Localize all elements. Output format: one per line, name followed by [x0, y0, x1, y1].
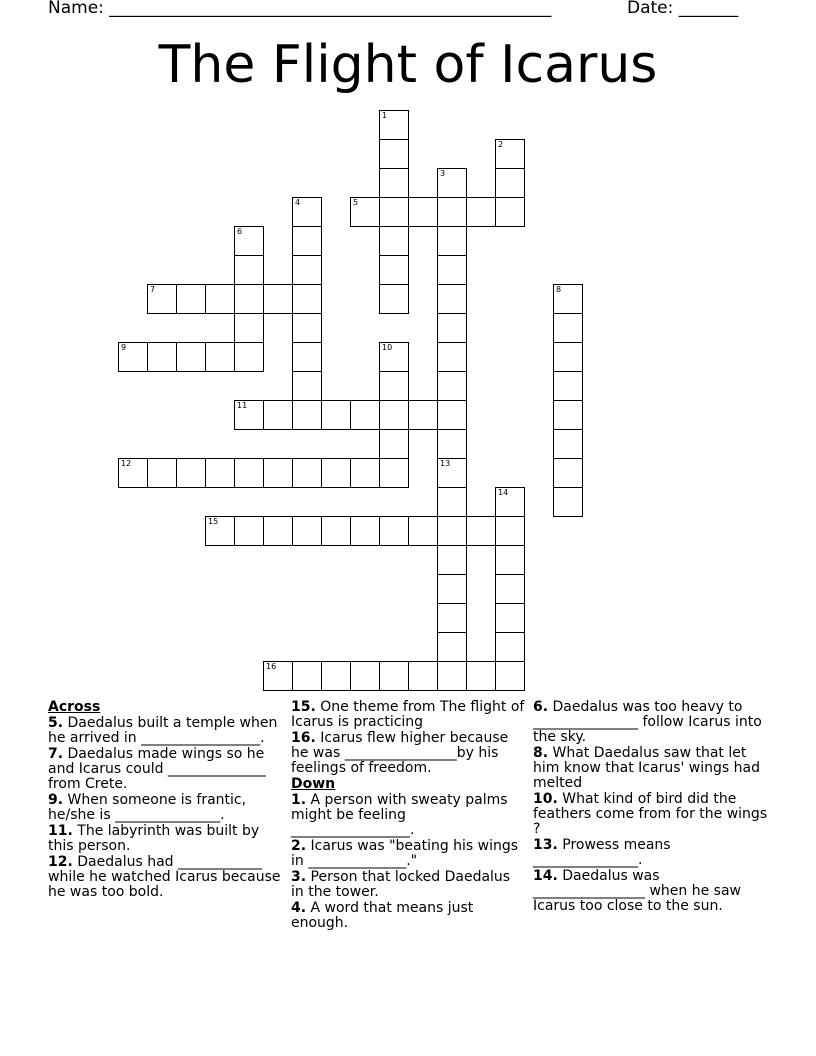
across-clue: 15. One theme from The flight of Icarus is practicing	[291, 699, 525, 730]
crossword-cell[interactable]	[379, 429, 409, 459]
crossword-cell[interactable]	[553, 284, 583, 314]
crossword-cell[interactable]	[495, 516, 525, 546]
crossword-cell[interactable]	[205, 516, 235, 546]
crossword-cell[interactable]	[176, 342, 206, 372]
crossword-cell[interactable]	[292, 342, 322, 372]
crossword-cell[interactable]	[408, 400, 438, 430]
crossword-cell[interactable]	[234, 284, 264, 314]
crossword-cell[interactable]	[437, 371, 467, 401]
crossword-cell[interactable]	[379, 400, 409, 430]
crossword-cell[interactable]	[350, 197, 380, 227]
name-field-label: Name: ____________________________________________________	[48, 0, 552, 18]
crossword-cell[interactable]	[437, 255, 467, 285]
crossword-cell[interactable]	[437, 313, 467, 343]
across-clue: 9. When someone is frantic, he/she is _______________.	[48, 792, 247, 823]
clue-number: 5	[353, 198, 359, 207]
crossword-cell[interactable]	[379, 226, 409, 256]
down-clue: 4. A word that means just enough.	[291, 900, 474, 931]
crossword-cell[interactable]	[553, 371, 583, 401]
clue-number: 4	[295, 198, 301, 207]
down-clue: 13. Prowess means _______________.	[533, 837, 671, 868]
crossword-cell[interactable]	[147, 342, 177, 372]
crossword-cell[interactable]	[379, 342, 409, 372]
crossword-cell[interactable]	[553, 429, 583, 459]
across-clue: 16. Icarus flew higher because he was ________________by his feelings of freedom.	[291, 730, 509, 776]
crossword-cell[interactable]	[118, 342, 148, 372]
crossword-cell[interactable]	[263, 400, 293, 430]
crossword-cell[interactable]	[553, 458, 583, 488]
crossword-cell[interactable]	[437, 197, 467, 227]
crossword-cell[interactable]	[118, 458, 148, 488]
crossword-cell[interactable]	[495, 168, 525, 198]
crossword-cell[interactable]	[437, 284, 467, 314]
crossword-cell[interactable]	[234, 342, 264, 372]
crossword-cell[interactable]	[437, 516, 467, 546]
clue-number: 15	[208, 517, 219, 526]
date-field-label: Date: _______	[627, 0, 739, 18]
crossword-cell[interactable]	[437, 632, 467, 662]
clue-number: 13	[440, 459, 451, 468]
crossword-cell[interactable]	[466, 197, 496, 227]
crossword-cell[interactable]	[553, 313, 583, 343]
clues-column-2	[291, 700, 527, 932]
crossword-cell[interactable]	[437, 400, 467, 430]
clues-column-1	[48, 700, 284, 901]
crossword-cell[interactable]	[350, 400, 380, 430]
crossword-cell[interactable]	[437, 487, 467, 517]
crossword-cell[interactable]	[263, 661, 293, 691]
crossword-cell[interactable]	[437, 603, 467, 633]
crossword-cell[interactable]	[263, 284, 293, 314]
down-clue: 2. Icarus was "beating his wings in ______________."	[291, 838, 519, 869]
crossword-cell[interactable]	[292, 400, 322, 430]
crossword-cell[interactable]	[176, 284, 206, 314]
crossword-cell[interactable]	[379, 284, 409, 314]
down-clue: 14. Daedalus was ________________ when he saw Icarus too close to the sun.	[533, 868, 741, 914]
down-clue: 8. What Daedalus saw that let him know that Icarus' wings had melted	[533, 745, 760, 791]
crossword-cell[interactable]	[205, 342, 235, 372]
crossword-cell[interactable]	[321, 400, 351, 430]
crossword-cell[interactable]	[379, 661, 409, 691]
clue-number: 12	[121, 459, 132, 468]
crossword-cell[interactable]	[437, 429, 467, 459]
crossword-cell[interactable]	[408, 516, 438, 546]
crossword-cell[interactable]	[437, 661, 467, 691]
crossword-cell[interactable]	[321, 458, 351, 488]
clue-number: 16	[266, 662, 277, 671]
crossword-cell[interactable]	[234, 255, 264, 285]
crossword-cell[interactable]	[553, 400, 583, 430]
across-clue: 11. The labyrinth was built by this person.	[48, 823, 260, 854]
crossword-cell[interactable]	[147, 458, 177, 488]
crossword-cell[interactable]	[466, 661, 496, 691]
clues-column-3	[533, 700, 769, 915]
clue-number: 10	[382, 343, 393, 352]
crossword-cell[interactable]	[350, 661, 380, 691]
crossword-cell[interactable]	[437, 226, 467, 256]
crossword-cell[interactable]	[234, 516, 264, 546]
page-title: The Flight of Icarus	[158, 35, 658, 95]
crossword-cell[interactable]	[437, 574, 467, 604]
crossword-cell[interactable]	[408, 661, 438, 691]
crossword-cell[interactable]	[263, 516, 293, 546]
crossword-cell[interactable]	[553, 342, 583, 372]
crossword-cell[interactable]	[205, 284, 235, 314]
crossword-cell[interactable]	[292, 516, 322, 546]
crossword-cell[interactable]	[292, 458, 322, 488]
crossword-cell[interactable]	[437, 545, 467, 575]
across-clue: 12. Daedalus had ____________ while he watched Icarus because he was too bold.	[48, 854, 281, 900]
down-clue: 10. What kind of bird did the feathers come from for the wings ?	[533, 791, 768, 837]
crossword-cell[interactable]	[292, 661, 322, 691]
clue-number: 14	[498, 488, 509, 497]
crossword-cell[interactable]	[495, 197, 525, 227]
crossword-cell[interactable]	[437, 458, 467, 488]
crossword-cell[interactable]	[234, 226, 264, 256]
crossword-cell[interactable]	[205, 458, 235, 488]
crossword-cell[interactable]	[234, 458, 264, 488]
crossword-cell[interactable]	[176, 458, 206, 488]
crossword-cell[interactable]	[292, 284, 322, 314]
crossword-cell[interactable]	[495, 574, 525, 604]
across-clue: 5. Daedalus built a temple when he arrived in _________________.	[48, 715, 278, 746]
crossword-cell[interactable]	[292, 371, 322, 401]
clue-number: 2	[498, 140, 504, 149]
crossword-cell[interactable]	[495, 545, 525, 575]
crossword-cell[interactable]	[495, 139, 525, 169]
clue-number: 3	[440, 169, 446, 178]
crossword-cell[interactable]	[379, 516, 409, 546]
crossword-cell[interactable]	[553, 487, 583, 517]
crossword-cell[interactable]	[147, 284, 177, 314]
crossword-cell[interactable]	[350, 516, 380, 546]
crossword-cell[interactable]	[292, 197, 322, 227]
crossword-cell[interactable]	[437, 168, 467, 198]
crossword-cell[interactable]	[321, 661, 351, 691]
clue-number: 6	[237, 227, 243, 236]
down-clue: 6. Daedalus was too heavy to _______________ follow Icarus into the sky.	[533, 699, 762, 745]
crossword-cell[interactable]	[437, 342, 467, 372]
crossword-cell[interactable]	[495, 632, 525, 662]
clue-number: 1	[382, 111, 388, 120]
crossword-cell[interactable]	[379, 197, 409, 227]
clue-number: 11	[237, 401, 248, 410]
crossword-cell[interactable]	[495, 603, 525, 633]
crossword-cell[interactable]	[408, 197, 438, 227]
down-clue: 3. Person that locked Daedalus in the tower.	[291, 869, 511, 900]
crossword-cell[interactable]	[379, 139, 409, 169]
crossword-cell[interactable]	[292, 313, 322, 343]
crossword-cell[interactable]	[379, 371, 409, 401]
crossword-cell[interactable]	[466, 516, 496, 546]
clue-number: 9	[121, 343, 127, 352]
crossword-cell[interactable]	[292, 255, 322, 285]
crossword-cell[interactable]	[321, 516, 351, 546]
down-heading: Down	[291, 776, 336, 792]
crossword-cell[interactable]	[263, 458, 293, 488]
crossword-cell[interactable]	[379, 255, 409, 285]
across-clue: 7. Daedalus made wings so he and Icarus could ______________ from Crete.	[48, 746, 266, 792]
clue-number: 7	[150, 285, 156, 294]
crossword-cell[interactable]	[350, 458, 380, 488]
crossword-cell[interactable]	[379, 458, 409, 488]
crossword-cell[interactable]	[495, 487, 525, 517]
down-clue: 1. A person with sweaty palms might be feeling _________________.	[291, 792, 508, 838]
clue-number: 8	[556, 285, 562, 294]
crossword-cell[interactable]	[379, 168, 409, 198]
across-heading: Across	[48, 699, 101, 715]
crossword-cell[interactable]	[234, 313, 264, 343]
crossword-cell[interactable]	[495, 661, 525, 691]
crossword-cell[interactable]	[379, 110, 409, 140]
crossword-cell[interactable]	[292, 226, 322, 256]
crossword-cell[interactable]	[234, 400, 264, 430]
